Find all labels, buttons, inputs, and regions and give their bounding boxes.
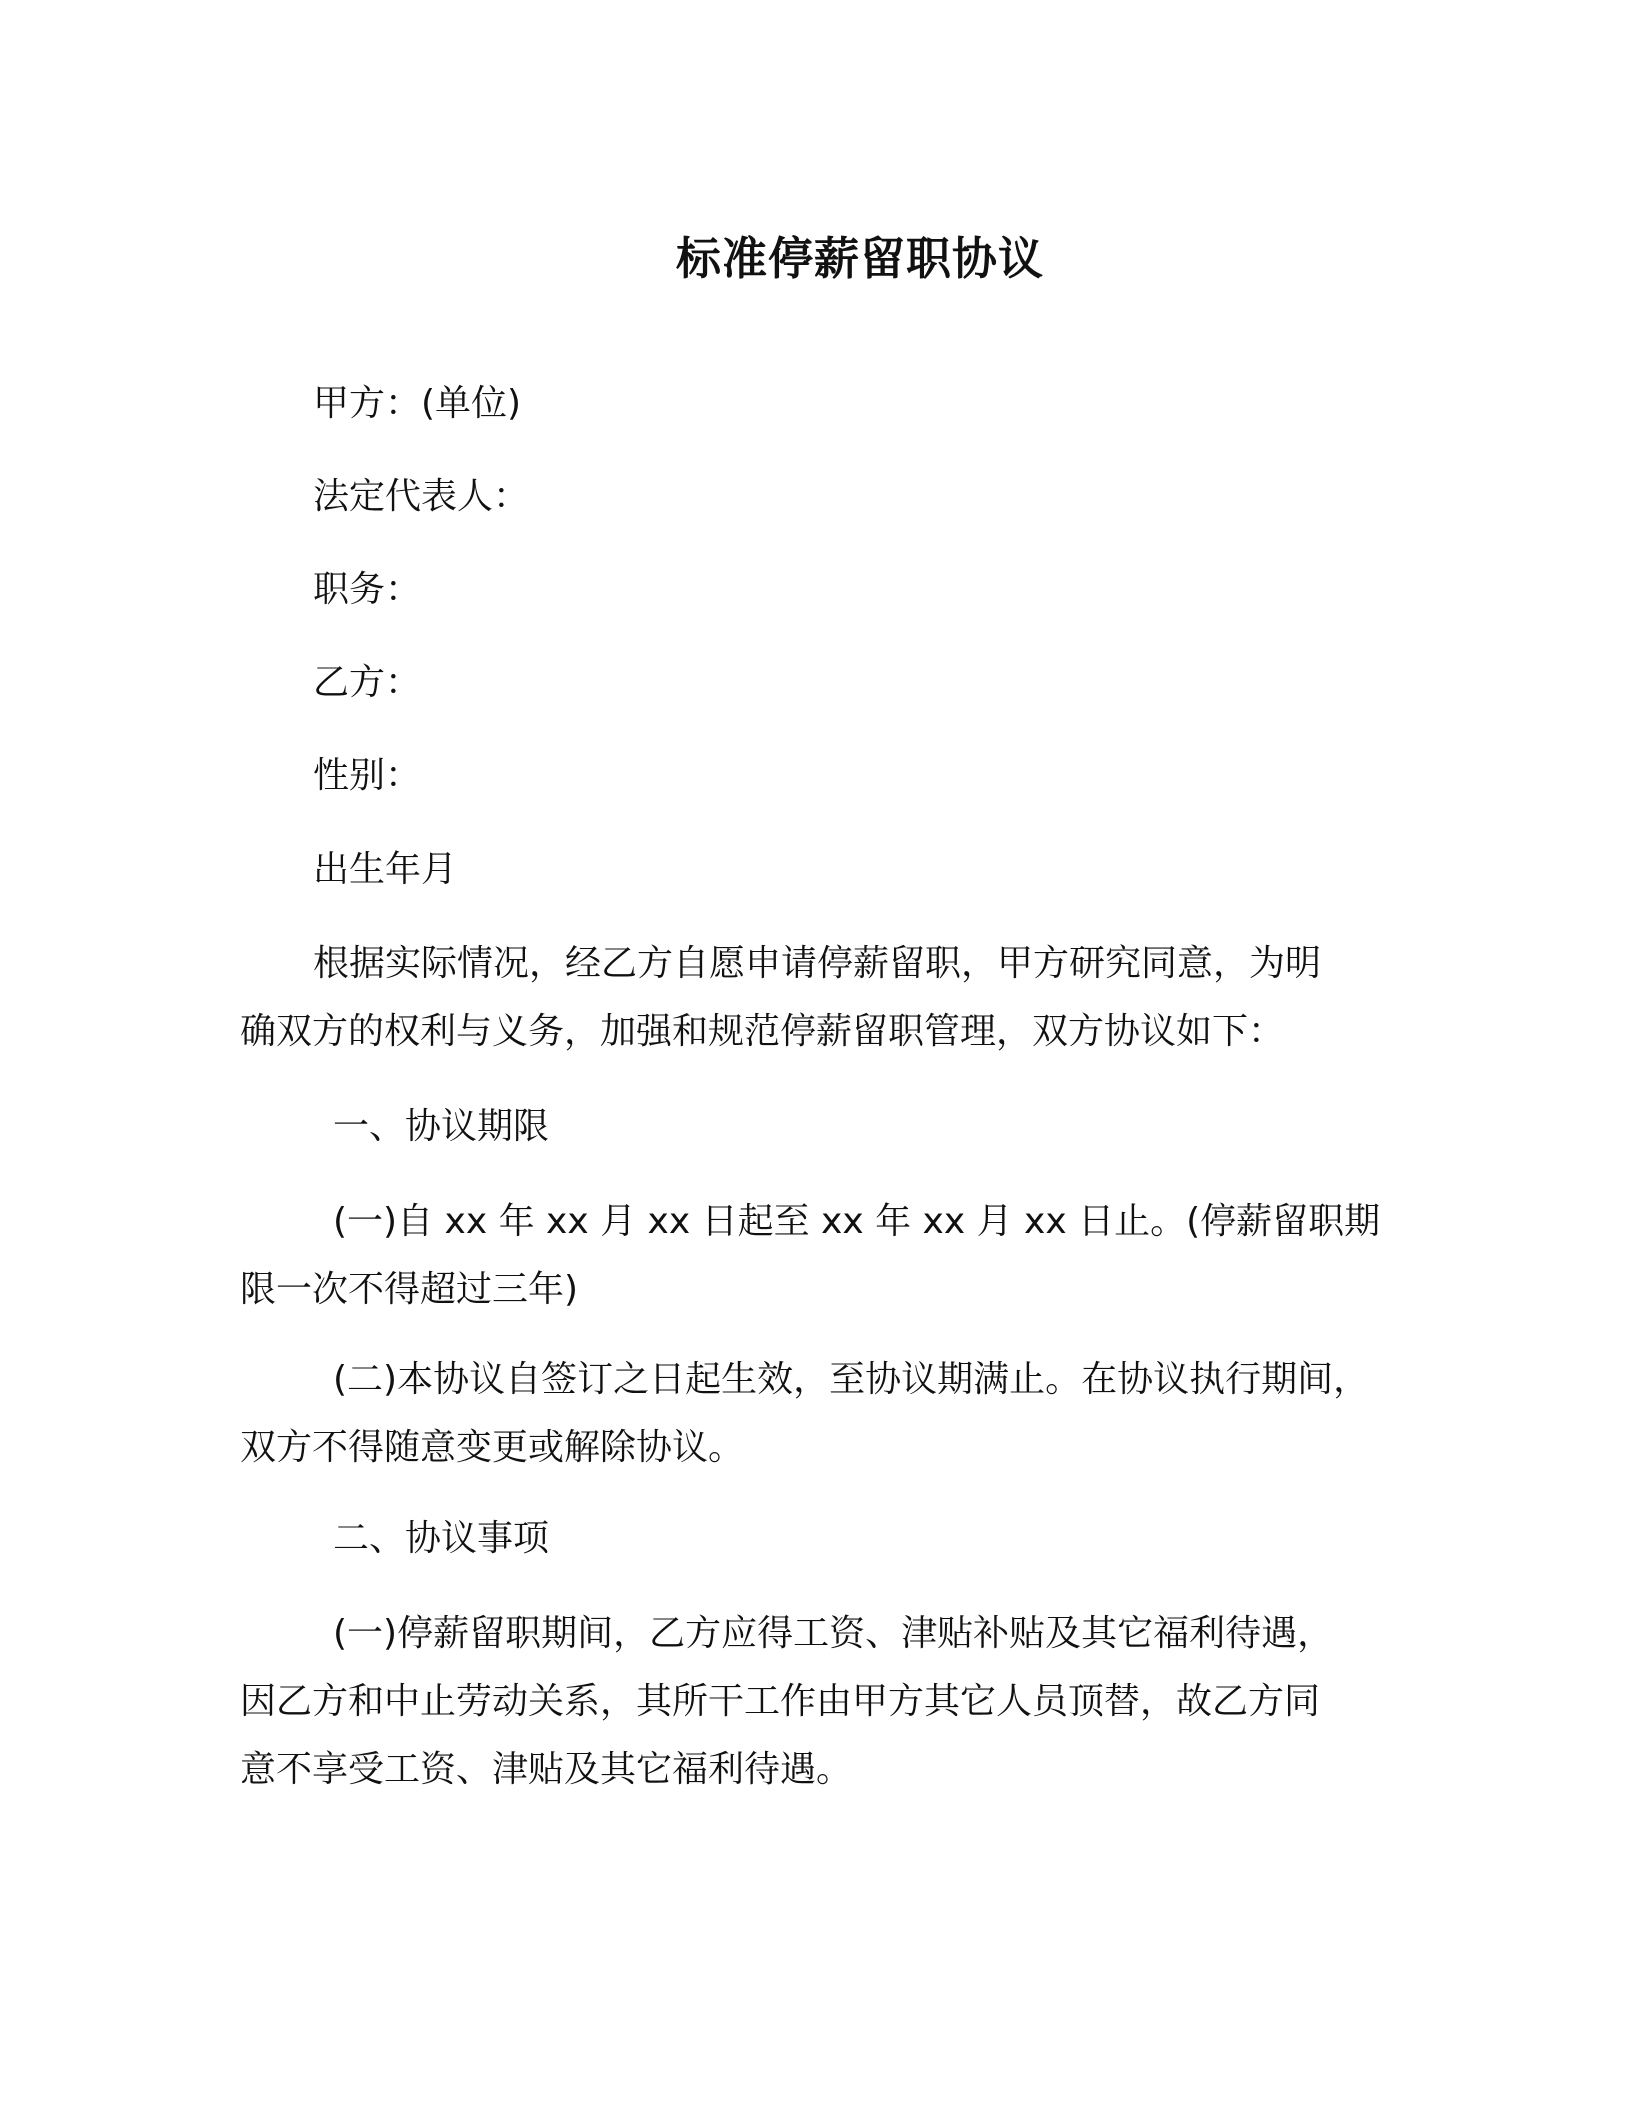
section-2-item-1-line-3: 意不享受工资、津贴及其它福利待遇。 bbox=[240, 1749, 853, 1790]
section-1-heading: 一、协议期限 bbox=[333, 1106, 550, 1147]
intro-paragraph bbox=[240, 930, 1390, 1066]
section-1-item-1-line-2: 限一次不得超过三年) bbox=[240, 1269, 579, 1310]
section-2-item-1-line-1: (一)停薪留职期间，乙方应得工资、津贴补贴及其它福利待遇， bbox=[333, 1613, 1334, 1654]
section-1-item-1 bbox=[240, 1188, 1390, 1324]
section-1-item-2 bbox=[240, 1346, 1390, 1482]
field-gender: 性别： bbox=[313, 755, 422, 796]
document-title: 标准停薪留职协议 bbox=[675, 232, 1044, 285]
intro-line-2: 确双方的权利与义务，加强和规范停薪留职管理，双方协议如下： bbox=[240, 1011, 1285, 1052]
section-2-heading: 二、协议事项 bbox=[333, 1518, 550, 1559]
field-party-a: 甲方：(单位) bbox=[313, 383, 522, 424]
section-1-item-2-line-1: (二)本协议自签订之日起生效，至协议期满止。在协议执行期间， bbox=[333, 1359, 1370, 1400]
intro-line-1: 根据实际情况，经乙方自愿申请停薪留职，甲方研究同意，为明 bbox=[313, 943, 1322, 984]
field-position: 职务： bbox=[313, 569, 422, 610]
section-2-item-1 bbox=[240, 1600, 1390, 1804]
section-1-item-1-line-1: (一)自 xx 年 xx 月 xx 日起至 xx 年 xx 月 xx 日止。(停薪留职期 bbox=[333, 1201, 1381, 1242]
section-1-item-2-line-2: 双方不得随意变更或解除协议。 bbox=[240, 1427, 745, 1468]
field-birth: 出生年月 bbox=[313, 849, 458, 890]
field-party-b: 乙方： bbox=[313, 662, 422, 703]
section-2-item-1-line-2: 因乙方和中止劳动关系，其所干工作由甲方其它人员顶替，故乙方同 bbox=[240, 1681, 1321, 1722]
field-legal-rep: 法定代表人： bbox=[313, 476, 530, 517]
